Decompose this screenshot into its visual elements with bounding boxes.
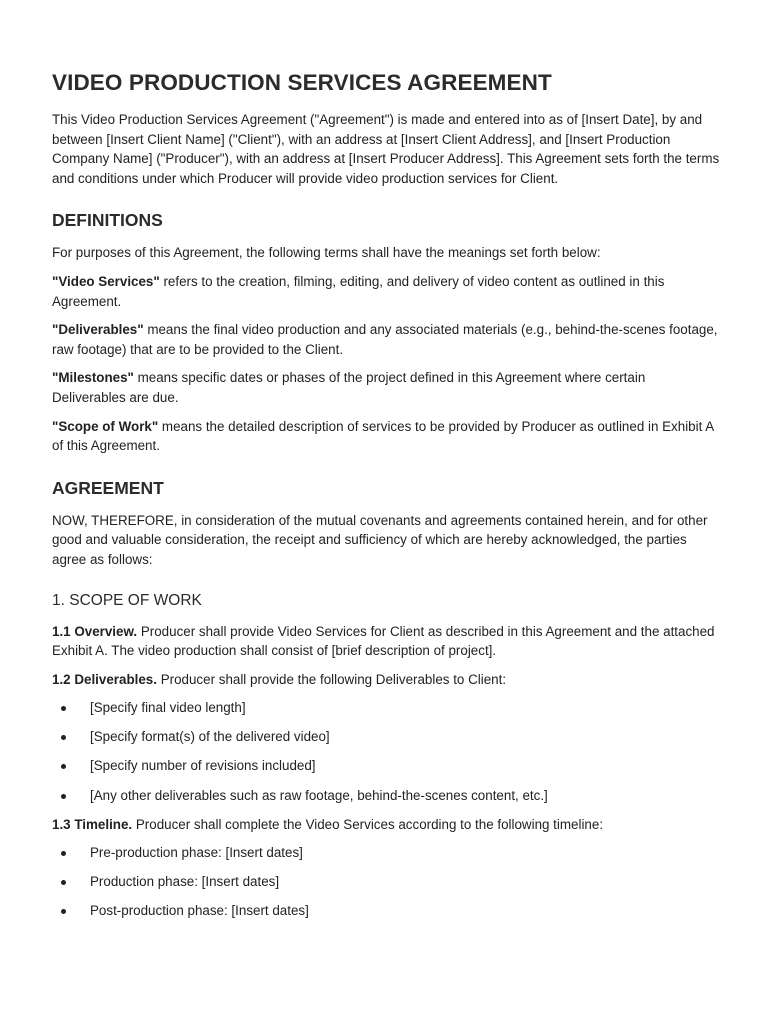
list-item-text: [Any other deliverables such as raw footage, behind-the-scenes content, etc.] — [90, 787, 548, 803]
overview-text: Producer shall provide Video Services for Client as described in this Agreement and the attached Exhibit A. The video production shall consist of [brief description of project]. — [52, 623, 715, 659]
definition-item — [52, 368, 722, 407]
list-item — [52, 872, 722, 892]
list-item-text: [Specify number of revisions included] — [90, 758, 316, 774]
definition-item — [52, 417, 722, 456]
definitions-lead: For purposes of this Agreement, the following terms shall have the meanings set forth below: — [52, 245, 601, 261]
intro-paragraph: This Video Production Services Agreement ("Agreement") is made and entered into as of [Insert Date], by and between [Insert Client Name] ("Client"), with an address at [Insert Client Address], and [Insert Production Company Name] ("Producer"), with an address at [Insert Producer Address]. This Agreement sets forth the terms and conditions under which Producer will provide video production services for Client. — [52, 112, 720, 186]
list-item — [52, 756, 722, 776]
definition-text: means the final video production and any associated materials (e.g., behind-the-scenes footage, raw footage) that are to be provided to the Client. — [52, 322, 718, 357]
bullet-icon — [61, 735, 66, 740]
bullet-icon — [61, 909, 66, 914]
bullet-icon — [61, 851, 66, 856]
deliverables-paragraph — [52, 670, 722, 690]
list-item-text: [Specify format(s) of the delivered video] — [90, 729, 330, 745]
definition-item — [52, 272, 722, 311]
definition-term: "Deliverables" — [52, 322, 144, 338]
definition-text: means specific dates or phases of the project defined in this Agreement where certain Deliverables are due. — [52, 370, 646, 405]
definition-term: "Video Services" — [52, 273, 160, 289]
overview-paragraph — [52, 622, 722, 661]
list-item — [52, 901, 722, 921]
list-item-text: Production phase: [Insert dates] — [90, 874, 280, 890]
bullet-icon — [61, 880, 66, 885]
deliverables-list — [52, 698, 722, 805]
definition-term: "Scope of Work" — [52, 418, 159, 434]
list-item-text: [Specify final video length] — [90, 700, 246, 716]
list-item — [52, 843, 722, 863]
timeline-paragraph — [52, 815, 722, 835]
definition-text: means the detailed description of services to be provided by Producer as outlined in Exhibit A of this Agreement. — [52, 418, 714, 454]
bullet-icon — [61, 764, 66, 769]
list-item — [52, 727, 722, 747]
deliverables-text: Producer shall provide the following Deliverables to Client: — [156, 671, 507, 687]
agreement-paragraph: NOW, THEREFORE, in consideration of the mutual covenants and agreements contained herein, and for other good and valuable consideration, the receipt and sufficiency of which are hereby acknowledged, the parties agree as follows: — [52, 512, 708, 567]
agreement-heading: AGREEMENT — [52, 477, 164, 498]
timeline-list — [52, 843, 722, 921]
list-item-text: Post-production phase: [Insert dates] — [90, 903, 309, 919]
definition-term: "Milestones" — [52, 370, 134, 386]
overview-label: 1.1 Overview. — [52, 623, 138, 639]
bullet-icon — [61, 794, 66, 799]
definitions-heading: DEFINITIONS — [52, 210, 163, 231]
definition-text: refers to the creation, filming, editing, and delivery of video content as outlined in this Agreement. — [52, 273, 665, 309]
list-item — [52, 786, 722, 806]
document-page — [52, 70, 722, 931]
list-item — [52, 698, 722, 718]
list-item-text: Pre-production phase: [Insert dates] — [90, 845, 303, 861]
timeline-label: 1.3 Timeline. — [52, 816, 133, 832]
timeline-text: Producer shall complete the Video Services according to the following timeline: — [132, 816, 604, 832]
deliverables-label: 1.2 Deliverables. — [52, 671, 157, 687]
definition-item — [52, 320, 722, 359]
document-title: VIDEO PRODUCTION SERVICES AGREEMENT — [52, 70, 552, 95]
scope-heading: 1. SCOPE OF WORK — [52, 591, 202, 609]
bullet-icon — [61, 706, 66, 711]
